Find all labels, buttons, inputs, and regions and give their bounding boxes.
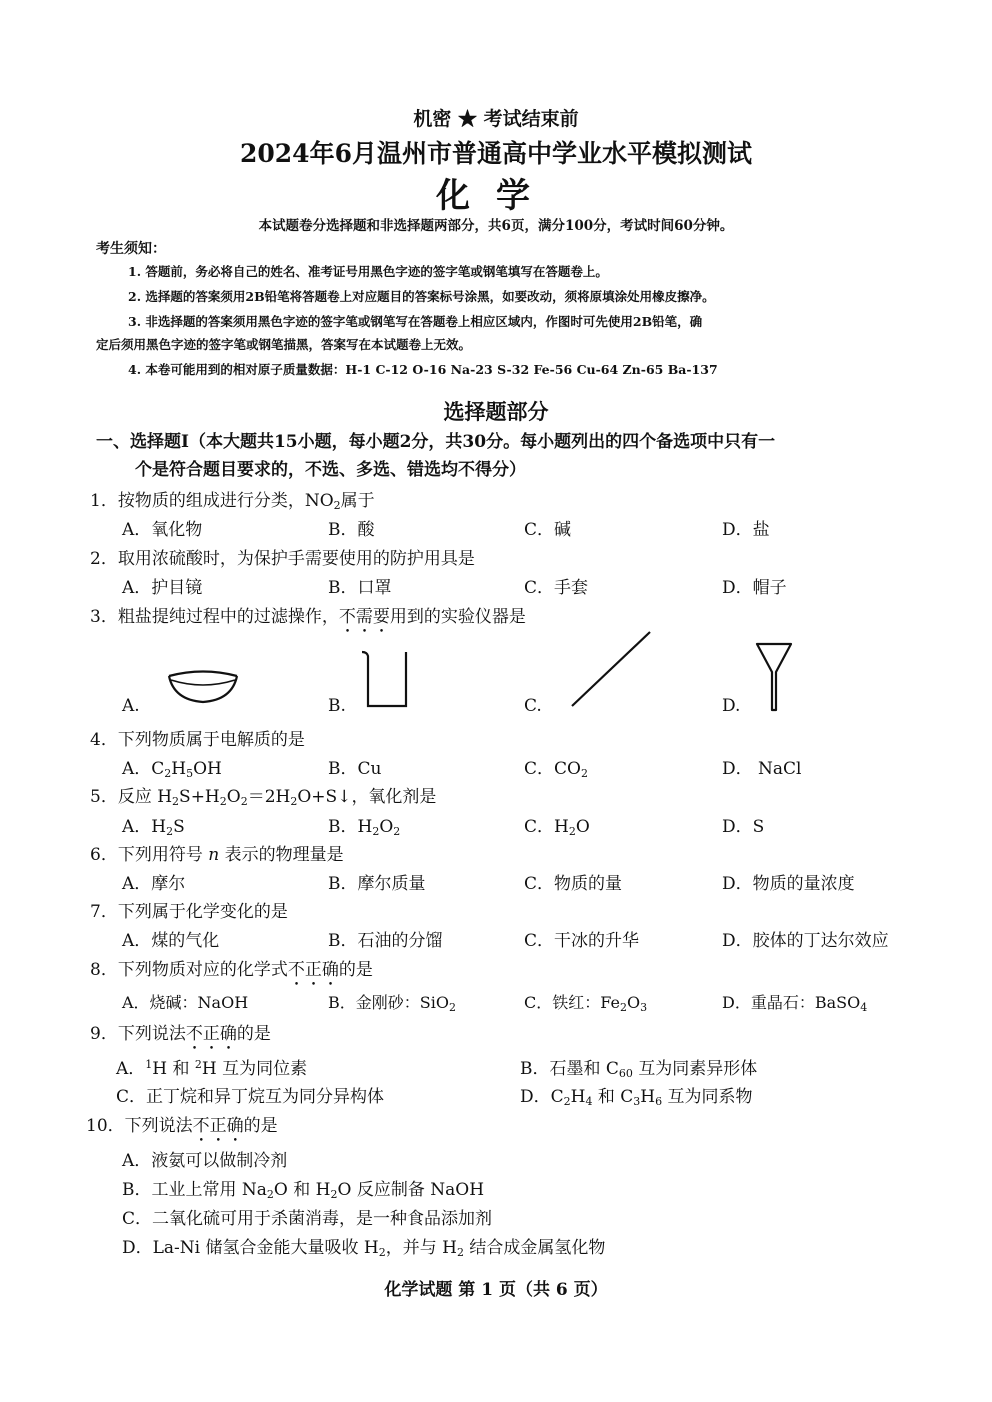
section-title: 选择题部分	[443, 399, 549, 424]
q8-option-d: D．重晶石：BaSO$_4$	[722, 993, 868, 1014]
part1-instructions: 一、选择题Ⅰ（本大题共15小题，每小题2分，共30分。每小题列出的四个备选项中只有一	[96, 432, 776, 452]
q1-option-a: A．氧化物	[122, 520, 203, 540]
notes-heading: 考生须知：	[96, 241, 166, 257]
q4-option-b: B．Cu	[328, 759, 382, 779]
glass-rod-icon	[566, 628, 656, 710]
question-3: 3．粗盐提纯过程中的过滤操作，不需要用到的实验仪器是	[90, 607, 526, 627]
q8-option-c: C．铁红：$Fe_2O_3$	[524, 993, 648, 1014]
question-2: 2．取用浓硫酸时，为保护手需要使用的防护用具是	[90, 549, 475, 569]
question-5: 5．反应 $H_2S+H_2O_2=2H_2O+S↓$，氧化剂是	[90, 787, 437, 808]
q6-option-d: D．物质的量浓度	[722, 874, 855, 894]
q10-option-c: C．二氧化硫可用于杀菌消毒，是一种食品添加剂	[122, 1209, 493, 1229]
q10-option-d: D．La-Ni 储氢合金能大量吸收 $H_2$，并与 $H_2$ 结合成金属氢化物	[122, 1238, 606, 1259]
q1-option-d: D．盐	[722, 520, 770, 540]
q5-option-d: D．S	[722, 817, 765, 837]
q7-option-a: A．煤的气化	[122, 931, 220, 951]
question-10: 10．下列说法不正确的是	[86, 1116, 278, 1136]
q1-option-c: C．碱	[524, 520, 572, 540]
evaporating-dish-icon	[166, 664, 240, 706]
q9-option-c: C．正丁烷和异丁烷互为同分异构体	[116, 1087, 385, 1107]
q4-option-a: A．$C_2H_5OH$	[122, 759, 222, 780]
q9-option-d: D．$C_2H_4$ 和 $C_3H_6$ 互为同系物	[520, 1087, 753, 1108]
q7-option-c: C．干冰的升华	[524, 931, 640, 951]
q2-option-b: B．口罩	[328, 578, 392, 598]
q2-option-c: C．手套	[524, 578, 589, 598]
q6-option-a: A．摩尔	[122, 874, 186, 894]
note-1: 1. 答题前，务必将自己的姓名、准考证号用黑色字迹的签字笔或钢笔填写在答题卷上。	[128, 264, 608, 279]
q1-option-b: B．酸	[328, 520, 375, 540]
q5-option-c: C．$H_2O$	[524, 817, 590, 838]
q4-option-c: C．$CO_2$	[524, 759, 588, 780]
q3-option-a: A.	[122, 696, 140, 716]
question-1: 1．按物质的组成进行分类，$NO_2$属于	[90, 491, 375, 512]
q2-option-d: D．帽子	[722, 578, 787, 598]
q5-option-b: B．$H_2O_2$	[328, 817, 401, 838]
q3-option-b: B.	[328, 696, 346, 716]
note-4: 4. 本卷可能用到的相对原子质量数据：H-1 C-12 O-16 Na-23 S-32 Fe-56 Cu-64 Zn-65 Ba-137	[128, 362, 718, 377]
q5-option-a: A．$H_2S$	[122, 817, 185, 838]
beaker-icon	[360, 648, 412, 710]
part1-instructions-cont: 个是符合题目要求的，不选、多选、错选均不得分）	[135, 460, 526, 480]
funnel-icon	[754, 640, 794, 712]
q9-option-b: B．石墨和 $C_{60}$ 互为同素异形体	[520, 1059, 758, 1080]
q10-option-b: B．工业上常用 $Na_2O$ 和 $H_2O$ 反应制备 NaOH	[122, 1180, 485, 1201]
exam-intro: 本试题卷分选择题和非选择题两部分，共6页，满分100分，考试时间60分钟。	[258, 218, 734, 234]
question-4: 4．下列物质属于电解质的是	[90, 730, 305, 750]
q4-option-d: D． NaCl	[722, 759, 802, 779]
exam-title: 2024年6月温州市普通高中学业水平模拟测试	[240, 139, 752, 168]
confidential-mark: 机密 ★ 考试结束前	[413, 108, 579, 130]
page-footer: 化学试题 第 1 页（共 6 页）	[384, 1280, 608, 1300]
q3-option-d: D.	[722, 696, 741, 716]
q9-option-a: A．$^1$H 和 $^2$H 互为同位素	[116, 1058, 308, 1079]
question-9: 9．下列说法不正确的是	[90, 1024, 271, 1044]
q8-option-b: B．金刚砂：SiO$_2$	[328, 993, 456, 1014]
question-6: 6．下列用符号 n 表示的物理量是	[90, 845, 344, 865]
question-8: 8．下列物质对应的化学式不正确的是	[90, 960, 373, 980]
q8-option-a: A．烧碱：NaOH	[122, 993, 249, 1012]
note-3: 3. 非选择题的答案须用黑色字迹的签字笔或钢笔写在答题卷上相应区域内，作图时可先使用2B铅笔，确	[128, 314, 703, 329]
q6-option-b: B．摩尔质量	[328, 874, 426, 894]
question-7: 7．下列属于化学变化的是	[90, 902, 288, 922]
q7-option-d: D．胶体的丁达尔效应	[722, 931, 889, 951]
q2-option-a: A．护目镜	[122, 578, 203, 598]
q10-option-a: A．液氨可以做制冷剂	[122, 1151, 288, 1171]
q7-option-b: B．石油的分馏	[328, 931, 443, 951]
note-3-cont: 定后须用黑色字迹的签字笔或钢笔描黑，答案写在本试题卷上无效。	[96, 337, 472, 352]
q6-option-c: C．物质的量	[524, 874, 623, 894]
q3-option-c: C.	[524, 696, 542, 716]
subject-title: 化学	[436, 176, 556, 216]
note-2: 2. 选择题的答案须用2B铅笔将答题卷上对应题目的答案标号涂黑，如要改动，须将原填涂处用橡皮擦净。	[128, 289, 715, 304]
